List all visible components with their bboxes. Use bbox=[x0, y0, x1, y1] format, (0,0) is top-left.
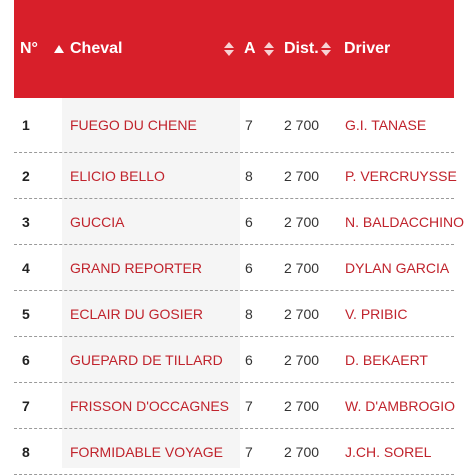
row-number: 2 bbox=[22, 167, 30, 184]
driver-link[interactable]: J.CH. SOREL bbox=[345, 443, 432, 460]
row-number: 8 bbox=[22, 443, 30, 460]
header-number[interactable]: N° bbox=[20, 40, 38, 57]
race-distance: 2 700 bbox=[284, 443, 320, 460]
horse-age: 7 bbox=[245, 117, 253, 133]
header-age[interactable]: A bbox=[244, 40, 256, 57]
horse-age: 8 bbox=[245, 305, 253, 322]
table-row bbox=[14, 199, 465, 245]
table-row bbox=[14, 429, 454, 475]
driver-link[interactable]: DYLAN GARCIA bbox=[345, 259, 450, 276]
horse-age: 6 bbox=[245, 351, 253, 368]
table-row bbox=[14, 337, 454, 383]
table-body bbox=[14, 98, 465, 475]
horse-age: 7 bbox=[245, 443, 253, 460]
table-header bbox=[14, 0, 454, 98]
horse-name-link[interactable]: ELICIO BELLO bbox=[70, 167, 165, 184]
row-number: 3 bbox=[22, 213, 30, 230]
table-row bbox=[14, 153, 457, 199]
race-distance: 2 700 bbox=[284, 167, 320, 184]
horse-name-link[interactable]: FUEGO DU CHENE bbox=[70, 117, 197, 133]
table-row bbox=[14, 383, 454, 429]
driver-link[interactable]: G.I. TANASE bbox=[345, 117, 427, 133]
horse-name-link[interactable]: GUEPARD DE TILLARD bbox=[70, 351, 223, 368]
driver-link[interactable]: N. BALDACCHINO bbox=[345, 213, 465, 230]
sort-both-icon[interactable] bbox=[321, 38, 331, 60]
sort-both-icon[interactable] bbox=[264, 38, 274, 60]
driver-link[interactable]: D. BEKAERT bbox=[345, 351, 428, 368]
horse-age: 7 bbox=[245, 397, 253, 414]
table-row bbox=[14, 245, 454, 291]
horse-name-link[interactable]: ECLAIR DU GOSIER bbox=[70, 305, 204, 322]
row-number: 6 bbox=[22, 351, 30, 368]
row-number: 1 bbox=[22, 117, 30, 133]
horse-name-link[interactable]: FRISSON D'OCCAGNES bbox=[70, 397, 230, 414]
header-driver[interactable]: Driver bbox=[344, 40, 391, 57]
driver-link[interactable]: W. D'AMBROGIO bbox=[345, 397, 456, 414]
table-row bbox=[14, 291, 454, 337]
horse-age: 6 bbox=[245, 259, 253, 276]
horse-name-link[interactable]: GRAND REPORTER bbox=[70, 259, 202, 276]
header-horse-name-label: Cheval bbox=[70, 40, 123, 57]
race-distance: 2 700 bbox=[284, 117, 320, 133]
row-number: 5 bbox=[22, 305, 30, 322]
race-distance: 2 700 bbox=[284, 351, 320, 368]
race-distance: 2 700 bbox=[284, 397, 320, 414]
sort-ascending-icon[interactable] bbox=[54, 45, 64, 53]
driver-link[interactable]: V. PRIBIC bbox=[345, 305, 408, 322]
horse-name-link[interactable]: FORMIDABLE VOYAGE bbox=[70, 443, 223, 460]
row-number: 7 bbox=[22, 397, 30, 414]
table-row bbox=[14, 98, 454, 153]
row-number: 4 bbox=[22, 259, 30, 276]
header-horse-name[interactable] bbox=[54, 38, 122, 60]
horse-age: 8 bbox=[245, 167, 253, 184]
horse-age: 6 bbox=[245, 213, 253, 230]
race-distance: 2 700 bbox=[284, 305, 320, 322]
driver-link[interactable]: P. VERCRUYSSE bbox=[345, 167, 457, 184]
header-distance[interactable]: Dist. bbox=[284, 40, 319, 57]
race-distance: 2 700 bbox=[284, 213, 320, 230]
sort-both-icon[interactable] bbox=[224, 38, 234, 60]
race-participants-table bbox=[14, 0, 465, 468]
horse-name-link[interactable]: GUCCIA bbox=[70, 213, 125, 230]
race-distance: 2 700 bbox=[284, 259, 320, 276]
